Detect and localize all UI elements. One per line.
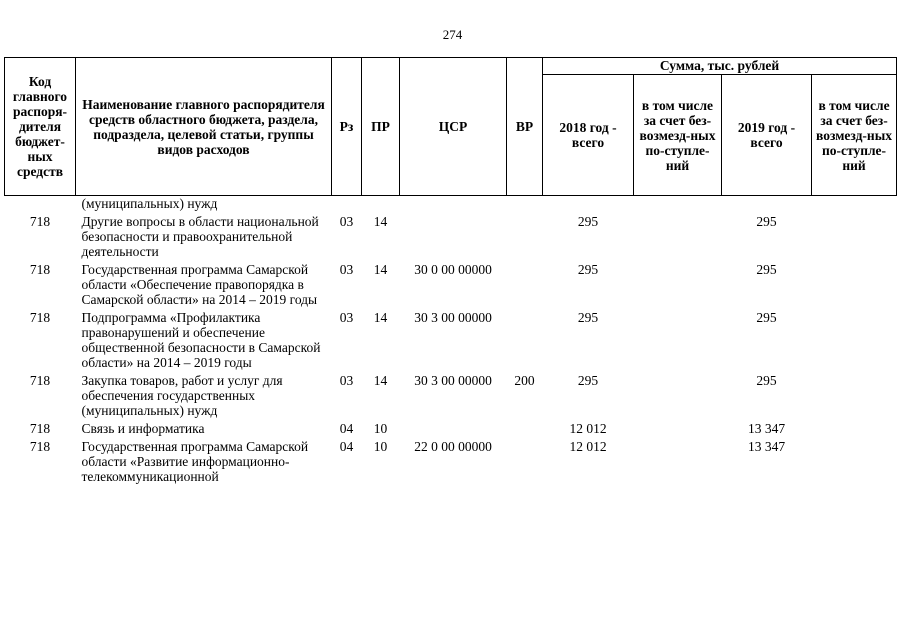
cell-vr: 200 xyxy=(514,373,535,388)
cell-csr: 30 0 00 00000 xyxy=(414,262,492,277)
page-number: 274 xyxy=(442,27,463,42)
cell-vr xyxy=(507,196,543,212)
cell-csr: 22 0 00 00000 xyxy=(414,439,492,454)
cell-rz: 03 xyxy=(339,262,354,277)
cell-2018-free xyxy=(634,370,722,418)
cell-code: 718 xyxy=(29,439,51,454)
table-row xyxy=(5,436,897,484)
cell-2019-total: 13 347 xyxy=(747,439,786,454)
cell-csr xyxy=(400,418,507,436)
cell-2019-free xyxy=(812,196,897,212)
cell-2019-total: 295 xyxy=(756,214,777,229)
cell-name: Государственная программа Самарской области «Развитие информационно-телекоммуникационной xyxy=(81,439,309,484)
cell-name: Подпрограмма «Профилактика правонарушений и обеспечение общественной безопасности в Самарской области» на 2014 – 2019 годы xyxy=(81,310,321,370)
cell-pr: 14 xyxy=(373,214,388,229)
cell-2018-total: 12 012 xyxy=(569,439,607,454)
header-sum: Сумма, тыс. рублей xyxy=(543,58,897,75)
cell-pr: 14 xyxy=(373,310,388,325)
cell-rz: 03 xyxy=(339,310,354,325)
header-pr: ПР xyxy=(362,58,400,196)
cell-vr xyxy=(507,307,543,370)
cell-code: 718 xyxy=(29,262,51,277)
cell-vr xyxy=(507,418,543,436)
header-2018-free: в том числе за счет без-возмезд-ных по-ступле-ний xyxy=(634,75,722,196)
cell-2018-total: 295 xyxy=(577,214,599,229)
cell-pr xyxy=(362,196,400,212)
cell-name: Другие вопросы в области национальной безопасности и правоохранительной деятельности xyxy=(81,214,319,259)
cell-pr: 14 xyxy=(373,262,388,277)
cell-csr xyxy=(400,211,507,259)
cell-2018-free xyxy=(634,259,722,307)
cell-vr xyxy=(507,436,543,484)
header-2019-total: 2019 год - всего xyxy=(722,75,812,196)
cell-rz: 03 xyxy=(339,214,354,229)
cell-vr xyxy=(507,259,543,307)
cell-2019-total: 295 xyxy=(756,262,777,277)
cell-code: 718 xyxy=(29,214,51,229)
cell-2018-total: 295 xyxy=(577,373,599,388)
header-2018-total: 2018 год - всего xyxy=(543,75,634,196)
cell-2019-free xyxy=(812,211,897,259)
header-2019-free: в том числе за счет без-возмезд-ных по-ступле-ний xyxy=(812,75,897,196)
cell-2019-free xyxy=(812,370,897,418)
cell-pr: 10 xyxy=(373,439,388,454)
header-rz: Рз xyxy=(332,58,362,196)
cell-name: Государственная программа Самарской области «Обеспечение правопорядка в Самарской области» на 2014 – 2019 годы xyxy=(81,262,318,307)
cell-code: 718 xyxy=(29,373,51,388)
budget-table xyxy=(4,57,897,484)
table-row xyxy=(5,211,897,259)
header-csr: ЦСР xyxy=(400,58,507,196)
header-vr: ВР xyxy=(507,58,543,196)
cell-2019-total: 295 xyxy=(756,373,777,388)
header-row-top xyxy=(5,58,897,75)
cell-2018-free xyxy=(634,307,722,370)
cell-csr xyxy=(400,196,507,212)
cell-code: 718 xyxy=(29,421,51,436)
cell-2018-free xyxy=(634,211,722,259)
table-row xyxy=(5,259,897,307)
cell-code xyxy=(5,196,76,212)
table-body xyxy=(5,196,897,485)
header-code: Код главного распоря-дителя бюджет-ных средств xyxy=(5,58,76,196)
cell-2018-total: 295 xyxy=(577,310,599,325)
cell-rz: 03 xyxy=(339,373,354,388)
cell-2019-total xyxy=(722,196,812,212)
cell-2018-total: 295 xyxy=(577,262,599,277)
cell-2019-free xyxy=(812,259,897,307)
cell-pr: 10 xyxy=(373,421,388,436)
cell-2019-total: 295 xyxy=(756,310,777,325)
cell-vr xyxy=(507,211,543,259)
cell-csr: 30 3 00 00000 xyxy=(414,310,492,325)
cell-rz: 04 xyxy=(339,421,354,436)
cell-rz: 04 xyxy=(339,439,354,454)
table-row xyxy=(5,418,897,436)
table-row xyxy=(5,196,897,212)
cell-2018-free xyxy=(634,436,722,484)
cell-2019-total: 13 347 xyxy=(747,421,786,436)
cell-name: (муниципальных) нужд xyxy=(81,196,218,211)
header-name: Наименование главного распорядителя средств областного бюджета, раздела, подраздела, целевой статьи, группы видов расходов xyxy=(76,58,332,196)
cell-2018-free xyxy=(634,418,722,436)
table-row xyxy=(5,370,897,418)
cell-2018-total: 12 012 xyxy=(569,421,607,436)
cell-pr: 14 xyxy=(373,373,388,388)
cell-rz xyxy=(332,196,362,212)
cell-2019-free xyxy=(812,307,897,370)
cell-code: 718 xyxy=(29,310,51,325)
cell-2018-total xyxy=(543,196,634,212)
cell-2018-free xyxy=(634,196,722,212)
cell-csr: 30 3 00 00000 xyxy=(414,373,492,388)
cell-2019-free xyxy=(812,436,897,484)
cell-name: Связь и информатика xyxy=(81,421,205,436)
table-row xyxy=(5,307,897,370)
cell-2019-free xyxy=(812,418,897,436)
cell-name: Закупка товаров, работ и услуг для обеспечения государственных (муниципальных) нужд xyxy=(81,373,283,418)
